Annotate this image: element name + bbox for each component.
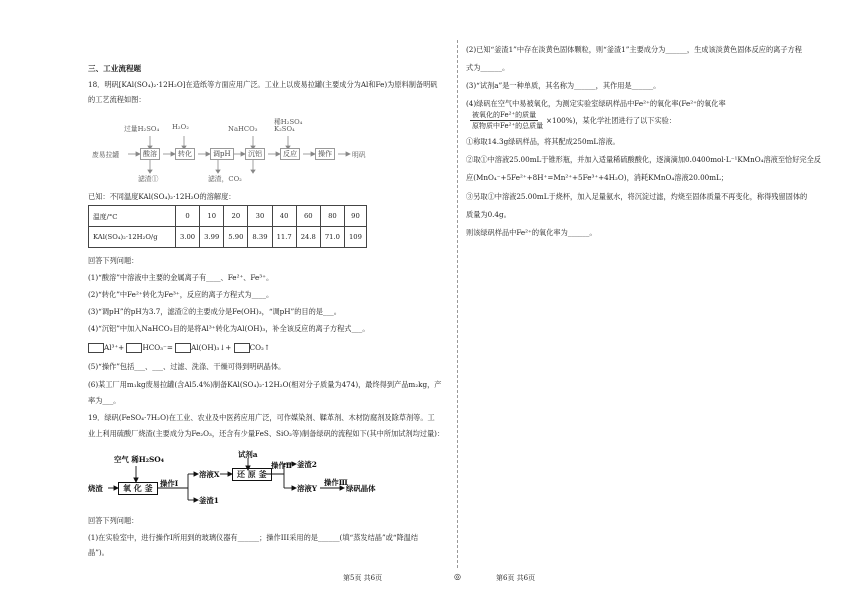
filter-residue-2: 滤渣，CO₂ — [208, 175, 242, 183]
column-divider — [457, 40, 458, 568]
q18-part3: (3)“调pH”的pH为3.7，滤渣②的主要成分是Fe(OH)₃，“调pH”的目的是___。 — [88, 307, 341, 316]
coefficient-blank[interactable] — [234, 343, 250, 353]
q18-part6-line1: (6)某工厂用m₁kg废易拉罐(含Al5.4%)制备KAl(SO₄)₂·12H₂O(相对分子质量为474)，最终得到产品m₂kg，产 — [88, 380, 442, 389]
step-operation: 操作 — [315, 148, 335, 160]
experiment-step-1: ①称取14.3g绿矾样品，将其配成250mL溶液。 — [466, 137, 620, 146]
flow-start-label: 废易拉罐 — [92, 151, 120, 159]
step-precipitate-al: 沉铝 — [245, 148, 265, 160]
table-header-cell: KAl(SO₄)₂·12H₂O/g — [89, 227, 176, 248]
q19-part2-line2: 式为______。 — [466, 63, 510, 72]
q18-part1: (1)“酸溶”中溶液中主要的金属离子有____、Fe²⁺、Fe³⁺。 — [88, 273, 274, 282]
fraction-numerator: 被氧化的Fe²⁺的质量 — [472, 111, 537, 119]
operation-2-label: 操作Ⅱ — [271, 461, 293, 470]
table-cell: 109 — [344, 227, 366, 248]
table-cell: 11.7 — [272, 227, 296, 248]
table-cell: 10 — [200, 206, 224, 227]
q18-part4-equation — [88, 343, 450, 353]
experiment-step-3-line1: ③另取①中溶液25.00mL于烧杯，加入足量氨水，将沉淀过滤，灼烧至固体质量不再变化，称得残留固体的 — [466, 192, 808, 201]
q19-part2-line1: (2)已知“釜渣1”中存在淡黄色固体颗粒，则“釜渣1”主要成分为______，生成该淡黄色固体反应的离子方程 — [466, 45, 802, 54]
fraction-denominator: 原物质中Fe²⁺的总质量 — [472, 122, 544, 130]
page-footer-6: 第6页 共6页 — [496, 574, 536, 582]
step-acid-dissolve: 酸溶 — [140, 148, 160, 160]
reduction-tank: 还 原 釜 — [232, 468, 272, 481]
q18-part5: (5)“操作”包括___、___、过滤、洗涤、干燥可得到明矾晶体。 — [88, 362, 286, 371]
green-vitriol-flowchart — [88, 448, 450, 508]
table-cell: 90 — [344, 206, 366, 227]
page-footer-5: 第5页 共6页 — [343, 574, 383, 582]
product-label: 绿矾晶体 — [346, 484, 376, 493]
oxidation-rate-question: 则该绿矾样品中Fe²⁺的氧化率为______。 — [466, 228, 597, 237]
table-cell: 20 — [224, 206, 248, 227]
q19-intro-line1: 19．绿矾(FeSO₄·7H₂O)在工业、农业及中医药应用广泛，可作媒染剂、鞣革剂、木材防腐剂及除草剂等。工 — [88, 413, 435, 422]
operation-1-label: 操作Ⅰ — [160, 479, 179, 488]
oxidation-rate-formula — [466, 110, 828, 132]
reagent-label-nahco3: NaHCO₃ — [228, 125, 258, 133]
reagent-label-k2so4: K₂SO₄ — [274, 125, 295, 133]
solution-x-label: 溶液X — [199, 470, 220, 479]
table-cell: 3.00 — [176, 227, 200, 248]
known-note: 已知：不同温度KAl(SO₄)₂·12H₂O的溶解度： — [88, 192, 236, 201]
table-row — [89, 227, 367, 248]
slag-2-label: 釜渣2 — [297, 460, 317, 469]
table-cell: 3.99 — [200, 227, 224, 248]
q19-part3: (3)“试剂a”是一种单质，其名称为______，其作用是______。 — [466, 81, 661, 90]
flow-end-label: 明矾 — [352, 151, 366, 159]
answer-prompt: 回答下列问题： — [88, 256, 139, 265]
filter-residue-1: 滤渣① — [138, 175, 159, 183]
table-cell: 0 — [176, 206, 200, 227]
table-header-cell: 温度/°C — [89, 206, 176, 227]
reagent-label-h2o2: H₂O₂ — [172, 123, 189, 131]
reagent-label-h2so4: 过量H₂SO₄ — [124, 125, 160, 133]
coefficient-blank[interactable] — [175, 343, 191, 353]
step-conversion: 转化 — [175, 148, 195, 160]
q19-part4-line1: (4)绿矾在空气中易被氧化，为测定实验室绿矾样品中Fe²⁺的氧化率(Fe²⁺的氧化率 — [466, 99, 726, 108]
table-cell: 5.90 — [224, 227, 248, 248]
equation-term: CO₂↑ — [249, 343, 270, 352]
air-acid-label: 空气 稀H₂SO₄ — [114, 455, 164, 464]
table-cell: 24.8 — [296, 227, 320, 248]
q19-part1-line2: 晶”)。 — [88, 548, 109, 557]
q19-intro-line2: 业上利用硫酸厂烧渣(主要成分为Fe₂O₃，还含有少量FeS、SiO₂等)制备绿矾的流程如下(其中所加试剂均过量)： — [88, 429, 445, 438]
experiment-step-3-line2: 质量为0.4g。 — [466, 210, 511, 219]
equation-term: Al³⁺+ — [104, 343, 125, 352]
equation-term: Al(OH)₃↓+ — [191, 343, 232, 352]
table-cell: 30 — [248, 206, 272, 227]
binding-hole-icon: ◎ — [454, 572, 461, 581]
q18-intro-line1: 18．明矾[KAl(SO₄)₂·12H₂O]在造纸等方面应用广泛。工业上以废易拉罐(主要成分为Al和Fe)为原料制备明矾 — [88, 80, 438, 89]
q18-intro-line2: 的工艺流程如图： — [88, 95, 146, 104]
experiment-step-2-line1: ②取①中溶液25.00mL于锥形瓶，并加入适量稀硫酸酸化，逐滴滴加0.0400mol·L⁻¹KMnO₄溶液至恰好完全反 — [466, 155, 821, 164]
step-reaction: 反应 — [280, 148, 300, 160]
q18-part2: (2)“转化”中Fe²⁺转化为Fe³⁺，反应的离子方程式为____。 — [88, 290, 274, 299]
q19-part1-line1: (1)在实验室中，进行操作I所用到的玻璃仪器有______；操作III采用的是______(填“蒸发结晶”或“降温结 — [88, 533, 419, 542]
equation-term: HCO₃⁻= — [142, 343, 173, 352]
alum-process-flowchart — [88, 116, 450, 184]
q18-part6-line2: 率为___。 — [88, 396, 121, 405]
reagent-a-label: 试剂a — [238, 450, 258, 459]
section-title: 三、工业流程题 — [88, 64, 142, 73]
experiment-step-2-line2: 应(MnO₄⁻+5Fe²⁺+8H⁺=Mn²⁺+5Fe³⁺+4H₂O)，消耗KMnO₄溶液20.00mL； — [466, 173, 728, 182]
table-cell: 40 — [272, 206, 296, 227]
table-cell: 60 — [296, 206, 320, 227]
cinder-label: 烧渣 — [88, 484, 103, 493]
answer-prompt-2: 回答下列问题： — [88, 516, 139, 525]
table-row — [89, 206, 367, 227]
fraction-tail: ×100%)，某化学社团进行了以下实验： — [546, 116, 677, 125]
oxidation-tank: 氧 化 釜 — [118, 482, 158, 495]
reagent-label-dilute-h2so4: 稀H₂SO₄ — [274, 118, 303, 126]
slag-1-label: 釜渣1 — [199, 496, 219, 505]
table-cell: 80 — [320, 206, 344, 227]
q18-part4: (4)“沉铝”中加入NaHCO₃目的是将Al³⁺转化为Al(OH)₃，补全该反应的离子方程式___。 — [88, 324, 370, 333]
coefficient-blank[interactable] — [88, 343, 104, 353]
operation-3-label: 操作Ⅲ — [324, 478, 348, 487]
table-cell: 8.39 — [248, 227, 272, 248]
step-adjust-ph: 调pH — [210, 148, 234, 160]
solution-y-label: 溶液Y — [297, 484, 318, 493]
coefficient-blank[interactable] — [126, 343, 142, 353]
table-cell: 71.0 — [320, 227, 344, 248]
solubility-table — [88, 205, 367, 248]
